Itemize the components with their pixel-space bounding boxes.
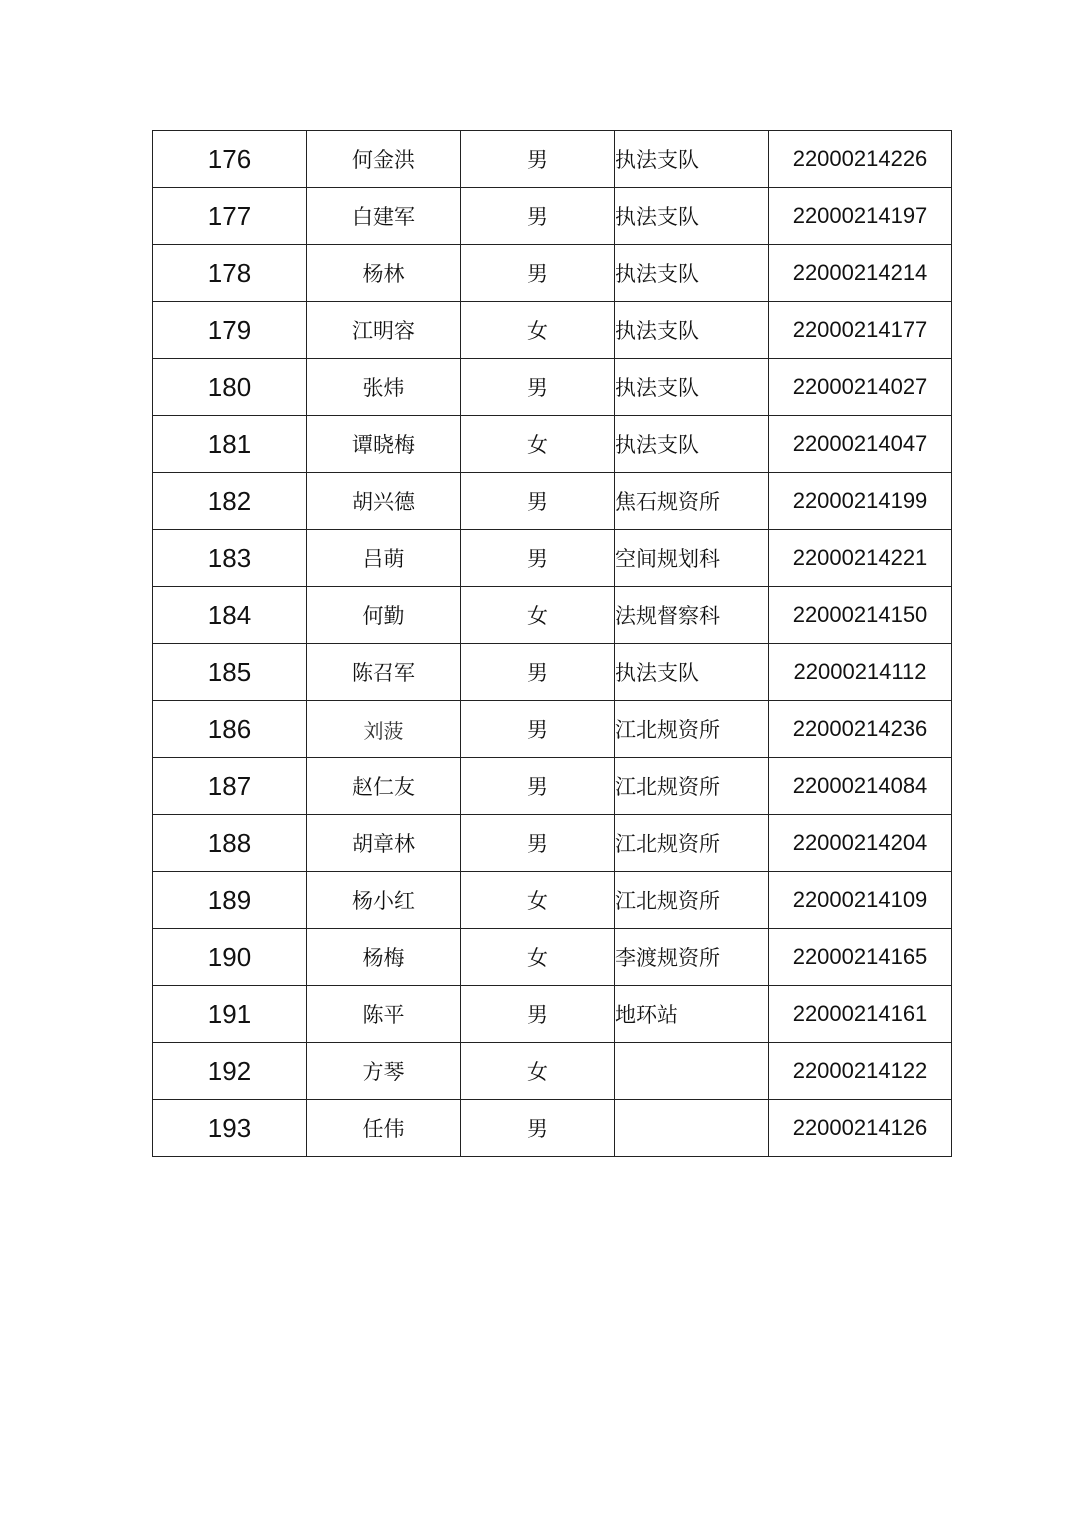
name-cell: 赵仁友 — [307, 758, 461, 815]
department-cell — [615, 1100, 769, 1157]
name-cell: 何金洪 — [307, 131, 461, 188]
gender-cell: 男 — [461, 1100, 615, 1157]
gender-cell: 男 — [461, 701, 615, 758]
gender-cell: 女 — [461, 929, 615, 986]
department-cell: 执法支队 — [615, 302, 769, 359]
table-row — [153, 872, 952, 929]
id-number-cell: 22000214226 — [769, 131, 952, 188]
row-number-cell: 181 — [153, 416, 307, 473]
name-cell: 胡章林 — [307, 815, 461, 872]
name-cell: 吕萌 — [307, 530, 461, 587]
department-cell: 江北规资所 — [615, 701, 769, 758]
row-number-cell: 180 — [153, 359, 307, 416]
row-number-cell: 187 — [153, 758, 307, 815]
table-row — [153, 587, 952, 644]
table-row — [153, 1100, 952, 1157]
name-cell: 张炜 — [307, 359, 461, 416]
department-cell: 执法支队 — [615, 188, 769, 245]
table-row — [153, 758, 952, 815]
row-number-cell: 178 — [153, 245, 307, 302]
gender-cell: 男 — [461, 359, 615, 416]
table-row — [153, 416, 952, 473]
gender-cell: 女 — [461, 872, 615, 929]
name-cell: 任伟 — [307, 1100, 461, 1157]
id-number-cell: 22000214204 — [769, 815, 952, 872]
gender-cell: 男 — [461, 758, 615, 815]
department-cell: 焦石规资所 — [615, 473, 769, 530]
table-row — [153, 188, 952, 245]
department-cell: 空间规划科 — [615, 530, 769, 587]
id-number-cell: 22000214027 — [769, 359, 952, 416]
gender-cell: 男 — [461, 188, 615, 245]
table-row — [153, 929, 952, 986]
name-cell: 何勤 — [307, 587, 461, 644]
row-number-cell: 182 — [153, 473, 307, 530]
name-cell: 陈平 — [307, 986, 461, 1043]
id-number-cell: 22000214122 — [769, 1043, 952, 1100]
table-row — [153, 815, 952, 872]
department-cell: 执法支队 — [615, 131, 769, 188]
row-number-cell: 191 — [153, 986, 307, 1043]
row-number-cell: 193 — [153, 1100, 307, 1157]
gender-cell: 女 — [461, 416, 615, 473]
row-number-cell: 186 — [153, 701, 307, 758]
department-cell: 执法支队 — [615, 245, 769, 302]
gender-cell: 男 — [461, 644, 615, 701]
gender-cell: 男 — [461, 473, 615, 530]
department-cell: 法规督察科 — [615, 587, 769, 644]
name-cell: 陈召军 — [307, 644, 461, 701]
gender-cell: 女 — [461, 587, 615, 644]
department-cell: 地环站 — [615, 986, 769, 1043]
table-row — [153, 644, 952, 701]
table-row — [153, 1043, 952, 1100]
id-number-cell: 22000214221 — [769, 530, 952, 587]
table-row — [153, 701, 952, 758]
name-cell: 刘菠 — [307, 701, 461, 758]
department-cell: 执法支队 — [615, 644, 769, 701]
id-number-cell: 22000214126 — [769, 1100, 952, 1157]
id-number-cell: 22000214214 — [769, 245, 952, 302]
name-cell: 杨梅 — [307, 929, 461, 986]
table-row — [153, 986, 952, 1043]
gender-cell: 男 — [461, 530, 615, 587]
name-cell: 杨林 — [307, 245, 461, 302]
department-cell: 江北规资所 — [615, 758, 769, 815]
roster-table — [152, 130, 952, 1157]
department-cell: 江北规资所 — [615, 815, 769, 872]
id-number-cell: 22000214150 — [769, 587, 952, 644]
row-number-cell: 176 — [153, 131, 307, 188]
name-cell: 方琴 — [307, 1043, 461, 1100]
name-cell: 胡兴德 — [307, 473, 461, 530]
table-row — [153, 131, 952, 188]
name-cell: 白建军 — [307, 188, 461, 245]
table-row — [153, 359, 952, 416]
gender-cell: 男 — [461, 131, 615, 188]
gender-cell: 男 — [461, 815, 615, 872]
row-number-cell: 184 — [153, 587, 307, 644]
row-number-cell: 183 — [153, 530, 307, 587]
row-number-cell: 192 — [153, 1043, 307, 1100]
row-number-cell: 177 — [153, 188, 307, 245]
id-number-cell: 22000214197 — [769, 188, 952, 245]
department-cell: 江北规资所 — [615, 872, 769, 929]
id-number-cell: 22000214236 — [769, 701, 952, 758]
gender-cell: 男 — [461, 986, 615, 1043]
row-number-cell: 189 — [153, 872, 307, 929]
department-cell: 李渡规资所 — [615, 929, 769, 986]
department-cell: 执法支队 — [615, 359, 769, 416]
gender-cell: 女 — [461, 1043, 615, 1100]
gender-cell: 女 — [461, 302, 615, 359]
id-number-cell: 22000214165 — [769, 929, 952, 986]
id-number-cell: 22000214177 — [769, 302, 952, 359]
gender-cell: 男 — [461, 245, 615, 302]
id-number-cell: 22000214112 — [769, 644, 952, 701]
table-row — [153, 302, 952, 359]
row-number-cell: 185 — [153, 644, 307, 701]
table-row — [153, 245, 952, 302]
row-number-cell: 190 — [153, 929, 307, 986]
row-number-cell: 188 — [153, 815, 307, 872]
table-row — [153, 473, 952, 530]
id-number-cell: 22000214084 — [769, 758, 952, 815]
id-number-cell: 22000214109 — [769, 872, 952, 929]
department-cell — [615, 1043, 769, 1100]
name-cell: 谭晓梅 — [307, 416, 461, 473]
name-cell: 杨小红 — [307, 872, 461, 929]
department-cell: 执法支队 — [615, 416, 769, 473]
id-number-cell: 22000214199 — [769, 473, 952, 530]
id-number-cell: 22000214047 — [769, 416, 952, 473]
id-number-cell: 22000214161 — [769, 986, 952, 1043]
table-row — [153, 530, 952, 587]
name-cell: 江明容 — [307, 302, 461, 359]
roster-table-body — [153, 131, 952, 1157]
row-number-cell: 179 — [153, 302, 307, 359]
